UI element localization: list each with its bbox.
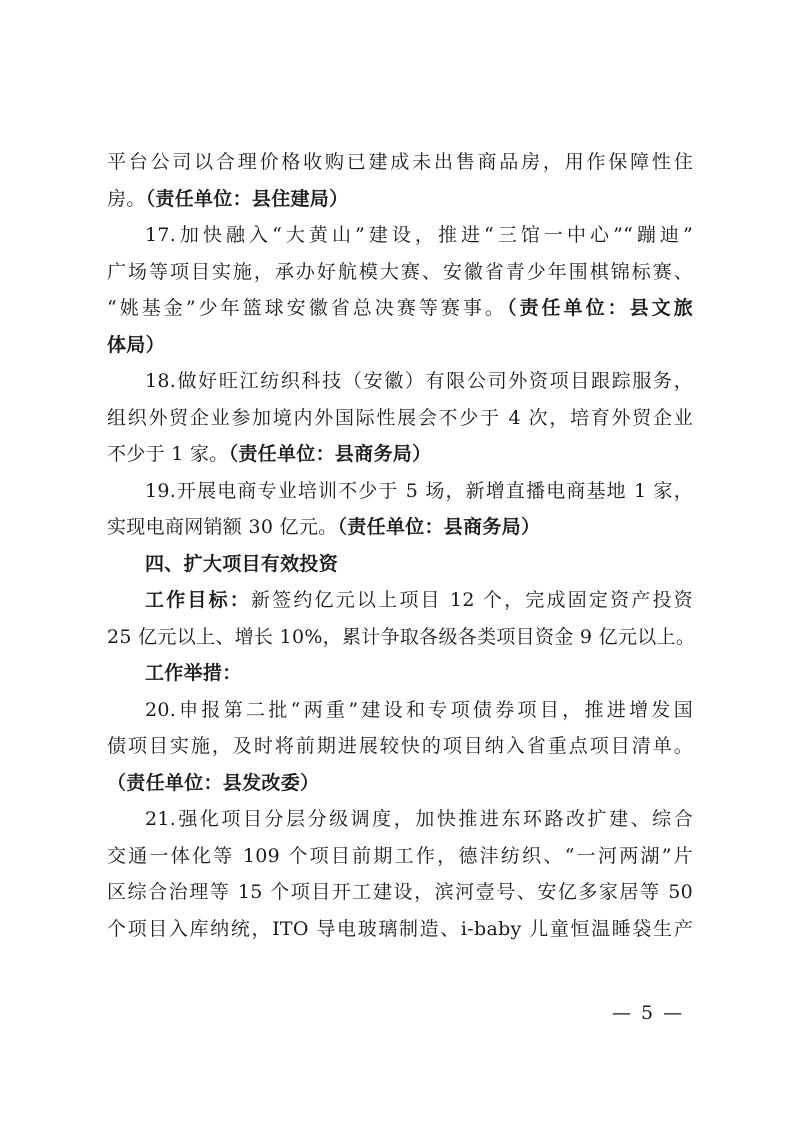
text-line [107,509,693,546]
responsible-unit: 体局） [107,333,165,356]
document-body [107,144,696,947]
text-line: 广场等项目实施，承办好航模大赛、安徽省青少年围棋锦标赛、 [107,260,693,283]
text-fragment: 新签约亿元以上项目 12 个，完成固定资产投资 [250,589,693,611]
text-line: 17.加快融入“大黄山”建设，推进“三馆一中心”“蹦迪” [145,224,693,246]
text-line: 19.开展电商专业培训不少于 5 场，新增直播电商基地 1 家， [145,479,693,502]
responsible-unit: （责任单位：县发改委） [107,771,320,794]
text-line: 个项目入库纳统，ITO 导电玻璃制造、i-baby 儿童恒温睡袋生产 [107,917,693,940]
text-line: 平台公司以合理价格收购已建成未出售商品房，用作保障性住 [107,151,693,173]
text-fragment: 实现电商网销额 30 亿元。 [107,516,338,538]
goal-label: 工作目标： [145,589,251,611]
text-line: 区综合治理等 15 个项目开工建设，滨河壹号、安亿多家居等 50 [107,881,693,903]
measures-label: 工作举措： [145,662,242,684]
text-line [107,582,693,619]
text-fragment: 房。 [107,187,146,210]
responsible-unit: （责任单位：县文旅 [506,297,693,319]
text-line: 债项目实施，及时将前期进展较快的项目纳入省重点项目清单。 [107,735,693,757]
responsible-unit: （责任单位：县商务局） [228,443,432,465]
text-line: 20.申报第二批“两重”建设和专项债券项目，推进增发国 [145,698,693,721]
text-line [107,290,693,327]
page-number: — 5 — [612,1002,685,1024]
text-fragment: “姚基金”少年篮球安徽省总决赛等赛事。 [107,297,507,319]
text-line [107,436,693,473]
text-line: 21.强化项目分层分级调度，加快推进东环路改扩建、综合 [145,808,693,830]
text-line: 交通一体化等 109 个项目前期工作，德沣纺织、“一河两湖”片 [107,844,693,867]
section-heading: 四、扩大项目有效投资 [145,552,339,575]
text-line: 18.做好旺江纺织科技（安徽）有限公司外资项目跟踪服务， [145,370,693,392]
responsible-unit: （责任单位：县住建局） [145,187,349,210]
text-line: 25 亿元以上、增长 10%，累计争取各级各类项目资金 9 亿元以上。 [107,625,696,648]
text-line [107,181,693,218]
text-fragment: 不少于 1 家。 [107,443,229,465]
text-line: 组织外贸企业参加境内外国际性展会不少于 4 次，培育外贸企业 [107,406,693,429]
responsible-unit: （责任单位：县商务局） [337,516,541,538]
